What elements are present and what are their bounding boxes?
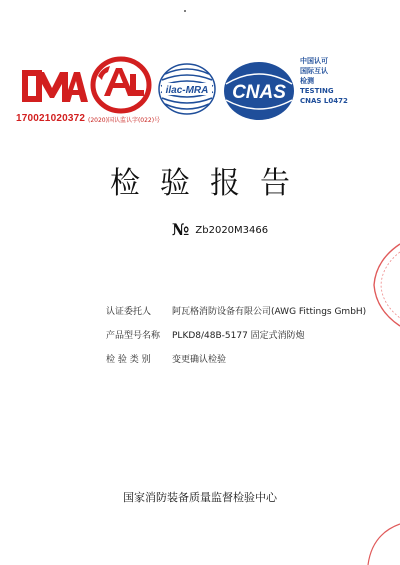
cma-logo bbox=[16, 62, 88, 110]
info-row-product bbox=[106, 329, 396, 353]
cnas-logo-text: CNAS bbox=[232, 82, 286, 103]
info-value: PLKD8/48B-5177 固定式消防炮 bbox=[172, 331, 305, 341]
issuing-organization: 国家消防装备质量监督检验中心 bbox=[123, 491, 277, 504]
info-row-client bbox=[106, 305, 396, 329]
seal-stamp-fragment-bottom bbox=[364, 520, 400, 565]
cal-logo bbox=[90, 56, 152, 114]
cnas-line-4: TESTING bbox=[300, 87, 334, 95]
ilac-mra-text: ilac-MRA bbox=[165, 85, 209, 96]
accreditation-logos bbox=[16, 56, 388, 132]
report-number-value: Zb2020M3466 bbox=[195, 225, 269, 236]
number-sign: № bbox=[172, 220, 190, 239]
info-row-category bbox=[106, 353, 396, 377]
report-number bbox=[172, 220, 268, 239]
cnas-line-5: CNAS L0472 bbox=[300, 97, 348, 105]
cma-code: 170021020372 bbox=[16, 113, 86, 124]
info-label: 产品型号名称 bbox=[106, 331, 161, 341]
cnas-line-2: 国际互认 bbox=[300, 67, 328, 75]
cnas-logo bbox=[222, 60, 296, 122]
cal-code: (2020)国认监认字(022)号 bbox=[88, 117, 161, 124]
cnas-accreditation-text bbox=[300, 56, 390, 106]
info-label: 认证委托人 bbox=[106, 307, 152, 317]
info-value: 变更确认检验 bbox=[172, 355, 227, 365]
info-label: 检 验 类 别 bbox=[106, 355, 151, 365]
cnas-line-1: 中国认可 bbox=[300, 57, 328, 65]
report-title: 检验报告 bbox=[110, 166, 310, 201]
cnas-line-3: 检测 bbox=[300, 77, 314, 85]
scan-speck bbox=[184, 10, 186, 12]
seal-stamp-fragment bbox=[370, 240, 400, 330]
report-info bbox=[106, 305, 396, 377]
info-value: 阿瓦格消防设备有限公司(AWG Fittings GmbH) bbox=[172, 307, 367, 317]
ilac-mra-logo bbox=[156, 62, 218, 120]
